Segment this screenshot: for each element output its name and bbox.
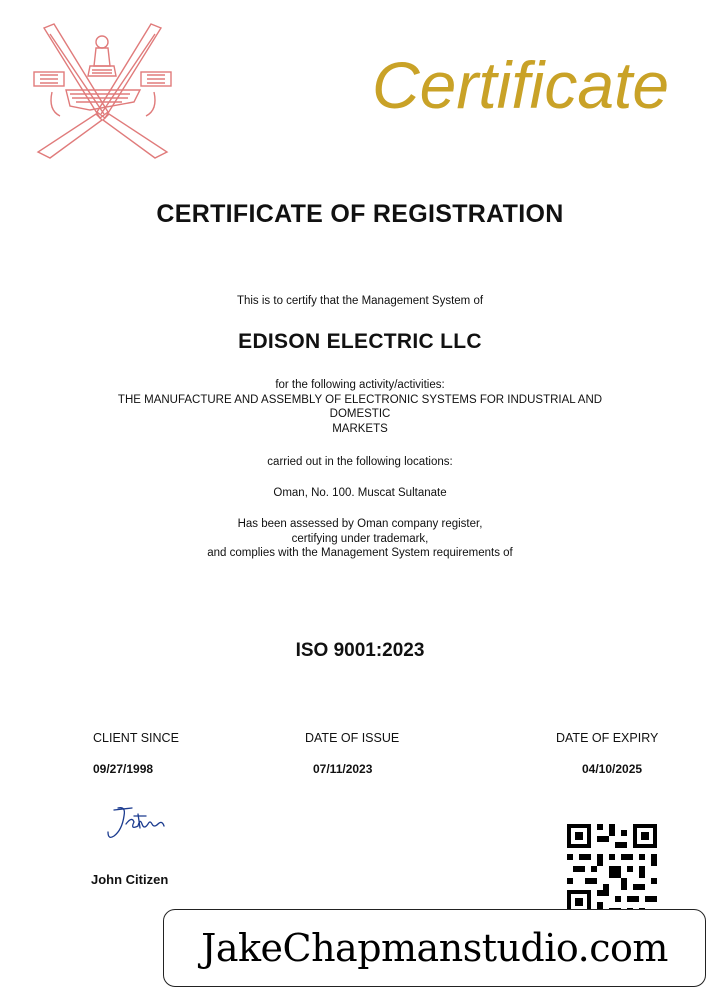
iso-standard: ISO 9001:2023 xyxy=(295,640,425,661)
date-of-issue-value: 07/11/2023 xyxy=(313,762,373,776)
assessment-block xyxy=(0,517,720,561)
khanjar-emblem-icon xyxy=(30,20,175,165)
certificate-heading: Certificate xyxy=(372,48,670,122)
activity-lead: for the following activity/activities: xyxy=(275,379,445,391)
date-of-issue-label: DATE OF ISSUE xyxy=(305,731,400,745)
assessment-line: Has been assessed by Oman company register, xyxy=(237,518,483,530)
company-name: EDISON ELECTRIC LLC xyxy=(238,330,482,353)
watermark-text: JakeChapmanstudio.com xyxy=(201,926,668,970)
assessment-line: and complies with the Management System requirements of xyxy=(207,547,513,560)
location-text: Oman, No. 100. Muscat Sultanate xyxy=(273,487,447,499)
intro-text: This is to certify that the Management System of xyxy=(236,295,484,307)
client-since-label: CLIENT SINCE xyxy=(93,731,179,745)
qr-code-icon xyxy=(567,824,657,914)
activity-line: THE MANUFACTURE AND ASSEMBLY OF ELECTRONIC SYSTEMS FOR INDUSTRIAL AND xyxy=(117,393,603,406)
date-of-expiry-label: DATE OF EXPIRY xyxy=(556,731,659,745)
locations-intro: carried out in the following locations: xyxy=(267,456,453,468)
activity-block xyxy=(0,378,720,437)
client-since-value: 09/27/1998 xyxy=(93,762,154,776)
page-title: CERTIFICATE OF REGISTRATION xyxy=(156,200,564,228)
assessment-line: certifying under trademark, xyxy=(291,532,429,545)
activity-line: DOMESTIC xyxy=(329,408,391,421)
signer-name: John Citizen xyxy=(91,872,169,887)
handwritten-signature xyxy=(104,802,170,846)
watermark-banner xyxy=(163,909,706,987)
activity-line: MARKETS xyxy=(332,423,388,436)
date-of-expiry-value: 04/10/2025 xyxy=(582,762,643,776)
